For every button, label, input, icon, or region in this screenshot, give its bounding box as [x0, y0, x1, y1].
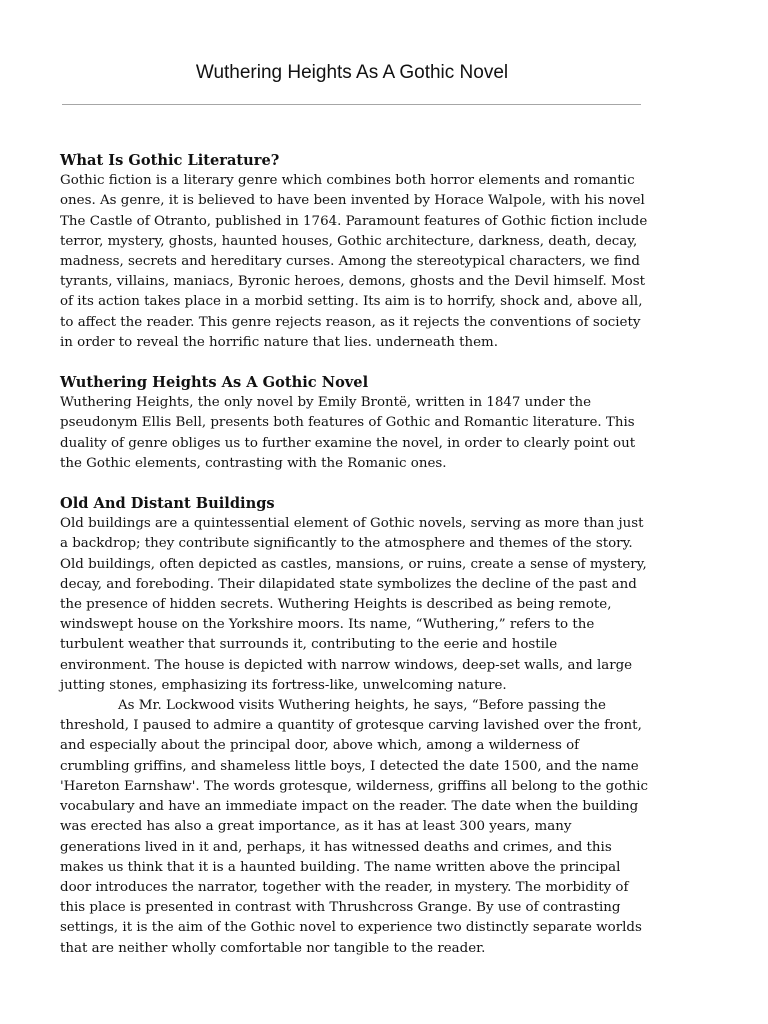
paragraph: Old buildings, often depicted as castles, mansions, or ruins, create a sense of mystery, decay, and foreboding. Their dilapidated state symbolizes the decline of the past and the presence of hidden secrets. Wuthering Heights is described as being remote, windswept house on the Yorkshire moors. Its name, “Wuthering,” refers to the turbulent weather that surrounds it, contributing to the eerie and hostile environment. The house is depicted with narrow windows, deep-set walls, and large jutting stones, emphasizing its fortress-like, unwelcoming nature.: [60, 556, 647, 693]
section-wuthering-heights-gothic: [60, 373, 650, 474]
document-title: Wuthering Heights As A Gothic Novel: [195, 62, 509, 83]
paragraph: Wuthering Heights, the only novel by Emily Brontë, written in 1847 under the pseudonym Ellis Bell, presents both features of Gothic and Romantic literature. This duality of genre obliges us to further examine the novel, in order to clearly point out the Gothic elements, contrasting with the Romanic ones.: [60, 395, 636, 471]
section-heading: Wuthering Heights As A Gothic Novel: [60, 374, 369, 392]
title-divider: [62, 104, 641, 105]
document-body: [60, 151, 650, 979]
section-heading: Old And Distant Buildings: [60, 495, 275, 513]
paragraph: Old buildings are a quintessential element of Gothic novels, serving as more than just a backdrop; they contribute significantly to the atmosphere and themes of the story.: [60, 516, 644, 552]
paragraph: Gothic fiction is a literary genre which combines both horror elements and romantic ones. As genre, it is believed to have been invented by Horace Walpole, with his novel The Castle of Otranto, published in 1764. Paramount features of Gothic fiction include terror, mystery, ghosts, haunted houses, Gothic architecture, darkness, death, decay, madness, secrets and hereditary curses. Among the stereotypical characters, we find tyrants, villains, maniacs, Byronic heroes, demons, ghosts and the Devil himself. Most of its action takes place in a morbid setting. Its aim is to horrify, shock and, above all, to affect the reader. This genre rejects reason, as it rejects the conventions of society in order to reveal the horrific nature that lies. underneath them.: [60, 173, 648, 350]
section-gothic-literature: [60, 151, 650, 353]
section-old-buildings: [60, 494, 650, 959]
paragraph: As Mr. Lockwood visits Wuthering heights, he says, “Before passing the threshold, I paused to admire a quantity of grotesque carving lavished over the front, and especially about the principal door, above which, among a wilderness of crumbling griffins, and shameless little boys, I detected the date 1500, and the name 'Hareton Earnshaw'. The words grotesque, wilderness, griffins all belong to the gothic vocabulary and have an immediate impact on the reader. The date when the building was erected has also a great importance, as it has at least 300 years, many generations lived in it and, perhaps, it has witnessed deaths and crimes, and this makes us think that it is a haunted building. The name written above the principal door introduces the narrator, together with the reader, in mystery. The morbidity of this place is presented in contrast with Thrushcross Grange. By use of contrasting settings, it is the aim of the Gothic novel to experience two distinctly separate worlds that are neither wholly comfortable nor tangible to the reader.: [60, 698, 649, 956]
section-heading: What Is Gothic Literature?: [60, 152, 280, 169]
